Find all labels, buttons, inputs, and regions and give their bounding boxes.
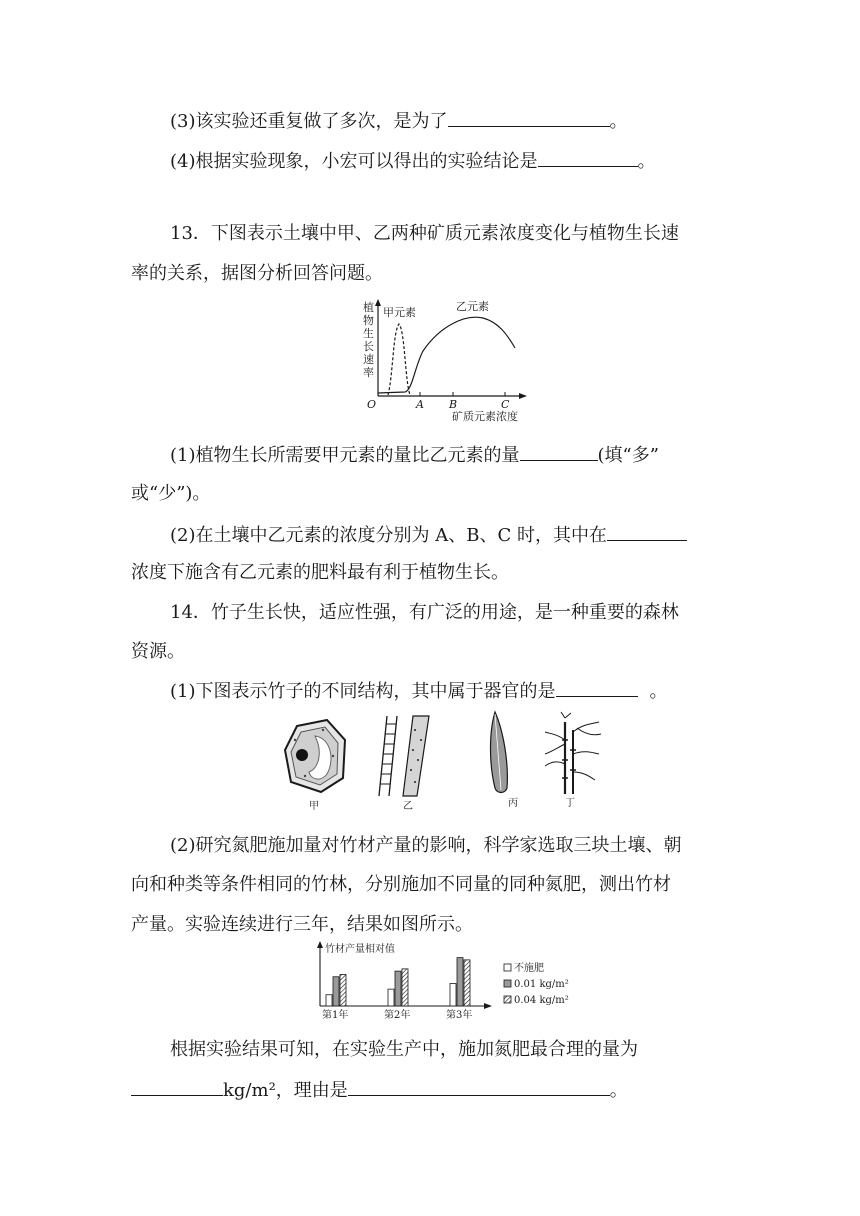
x-axis-label: 矿质元素浓度 bbox=[452, 410, 518, 423]
bar-year3-no-fertilizer bbox=[450, 984, 456, 1007]
q14-answer-line1: 根据实验结果可知，在实验生产中，施加氮肥最合理的量为 bbox=[170, 1039, 638, 1060]
q13-part2-line1 bbox=[170, 522, 687, 548]
q14-amount-blank[interactable] bbox=[131, 1077, 223, 1096]
q13-part1-text: (1)植物生长所需要甲元素的量比乙元素的量 bbox=[170, 445, 520, 466]
chart-bars bbox=[326, 958, 470, 1006]
category-label-year3: 第3年 bbox=[446, 1010, 473, 1021]
q14-part2-line3: 产量。实验连续进行三年，结果如图所示。 bbox=[131, 914, 473, 935]
q13-stem-line1: 13．下图表示土壤中甲、乙两种矿质元素浓度变化与植物生长速 bbox=[170, 223, 679, 244]
chart-legend bbox=[504, 962, 569, 1006]
q12-part3: (3)该实验还重复做了多次，是为了 。 bbox=[170, 108, 628, 134]
tick-label-a: A bbox=[416, 398, 424, 411]
bar-year2-0.01 bbox=[395, 971, 401, 1006]
bar-year2-no-fertilizer bbox=[388, 989, 394, 1006]
curve-yi-label: 乙元素 bbox=[456, 300, 489, 313]
legend-label-0.01: 0.01 kg/m² bbox=[514, 979, 569, 990]
category-label-year1: 第1年 bbox=[322, 1010, 349, 1021]
q14-part1-blank[interactable] bbox=[556, 678, 638, 697]
q13-part1-line2: 或“少”)。 bbox=[131, 483, 211, 504]
structure-label-ding: 丁 bbox=[565, 798, 575, 809]
q12-part4-blank[interactable] bbox=[538, 148, 638, 167]
q14-amount-unit: kg/m² bbox=[223, 1080, 276, 1101]
bar-year2-0.04 bbox=[402, 969, 408, 1006]
bamboo-structures-figure bbox=[275, 710, 615, 814]
origin-label: O bbox=[367, 398, 377, 411]
bar-year1-0.01 bbox=[333, 977, 339, 1006]
structure-label-bing: 丙 bbox=[508, 798, 518, 809]
q12-part3-text: (3)该实验还重复做了多次，是为了 bbox=[170, 111, 448, 132]
q14-part2-line2: 向和种类等条件相同的竹林，分别施加不同量的同种氮肥，测出竹材 bbox=[131, 874, 671, 895]
curve-yi bbox=[378, 317, 515, 393]
q13-part2-line2: 浓度下施含有乙元素的肥料最有利于植物生长。 bbox=[131, 562, 509, 583]
q13-part2-blank[interactable] bbox=[607, 522, 687, 541]
chart-y-label: 竹材产量相对值 bbox=[325, 944, 395, 955]
legend-swatch-0.01 bbox=[504, 980, 511, 987]
q14-part1-text: (1)下图表示竹子的不同结构，其中属于器官的是 bbox=[170, 681, 556, 702]
curve-jia bbox=[388, 324, 410, 395]
x-axis-arrow bbox=[519, 393, 527, 399]
tick-label-b: B bbox=[449, 398, 458, 411]
q14-stem-line1: 14．竹子生长快，适应性强，有广泛的用途，是一种重要的森林 bbox=[170, 602, 679, 623]
y-label-char-6: 率 bbox=[363, 366, 374, 379]
q13-part2-text: (2)在土壤中乙元素的浓度分别为 A、B、C 时，其中在 bbox=[170, 525, 607, 546]
legend-label-no-fertilizer: 不施肥 bbox=[514, 963, 544, 974]
q14-stem-line2: 资源。 bbox=[131, 641, 185, 662]
tick-label-c: C bbox=[501, 398, 510, 411]
q14-reason-blank[interactable] bbox=[348, 1077, 610, 1096]
q12-part4-text: (4)根据实验现象，小宏可以得出的实验结论是 bbox=[170, 151, 538, 172]
curve-jia-label: 甲元素 bbox=[383, 306, 416, 319]
chart-x-axis-arrow bbox=[484, 1003, 492, 1009]
q13-part1-line1: (1)植物生长所需要甲元素的量比乙元素的量 (填“多” bbox=[170, 442, 659, 468]
growth-rate-figure bbox=[355, 296, 535, 424]
structure-label-jia: 甲 bbox=[309, 801, 319, 812]
bar-year1-no-fertilizer bbox=[326, 995, 332, 1006]
bar-year3-0.04 bbox=[464, 960, 470, 1006]
chart-y-axis-arrow bbox=[317, 941, 323, 948]
bamboo-yield-bar-chart bbox=[308, 940, 588, 1022]
y-label-char-3: 生 bbox=[363, 327, 374, 340]
q14-answer-line2: kg/m²，理由是 。 bbox=[131, 1077, 628, 1103]
q12-part3-blank[interactable] bbox=[448, 108, 610, 127]
legend-label-0.04: 0.04 kg/m² bbox=[514, 995, 569, 1006]
q14-part2-line1: (2)研究氮肥施加量对竹材产量的影响，科学家选取三块土壤、朝 bbox=[170, 835, 682, 856]
y-axis-label bbox=[363, 300, 374, 379]
bar-year3-0.01 bbox=[457, 958, 463, 1006]
y-label-char-2: 物 bbox=[363, 314, 374, 327]
chart-category-labels bbox=[322, 1008, 472, 1021]
legend-swatch-no-fertilizer bbox=[504, 964, 511, 971]
cell-structure bbox=[285, 720, 345, 792]
y-label-char-5: 速 bbox=[363, 353, 374, 366]
y-label-char-1: 植 bbox=[363, 301, 374, 314]
bar-year1-0.04 bbox=[340, 975, 346, 1007]
y-label-char-4: 长 bbox=[363, 340, 374, 353]
q12-part4: (4)根据实验现象，小宏可以得出的实验结论是 。 bbox=[170, 148, 656, 174]
q13-stem-line2: 率的关系，据图分析回答问题。 bbox=[131, 263, 383, 284]
leaf-structure bbox=[491, 712, 508, 793]
q13-part1-blank[interactable] bbox=[520, 442, 598, 461]
legend-swatch-0.04 bbox=[504, 996, 511, 1003]
category-label-year2: 第2年 bbox=[384, 1010, 411, 1021]
q14-part1: (1)下图表示竹子的不同结构，其中属于器官的是 。 bbox=[170, 678, 668, 704]
structure-label-yi: 乙 bbox=[403, 801, 413, 812]
bamboo-plant bbox=[545, 712, 601, 794]
tissue-structure bbox=[379, 716, 429, 796]
y-axis-arrow bbox=[375, 299, 381, 306]
